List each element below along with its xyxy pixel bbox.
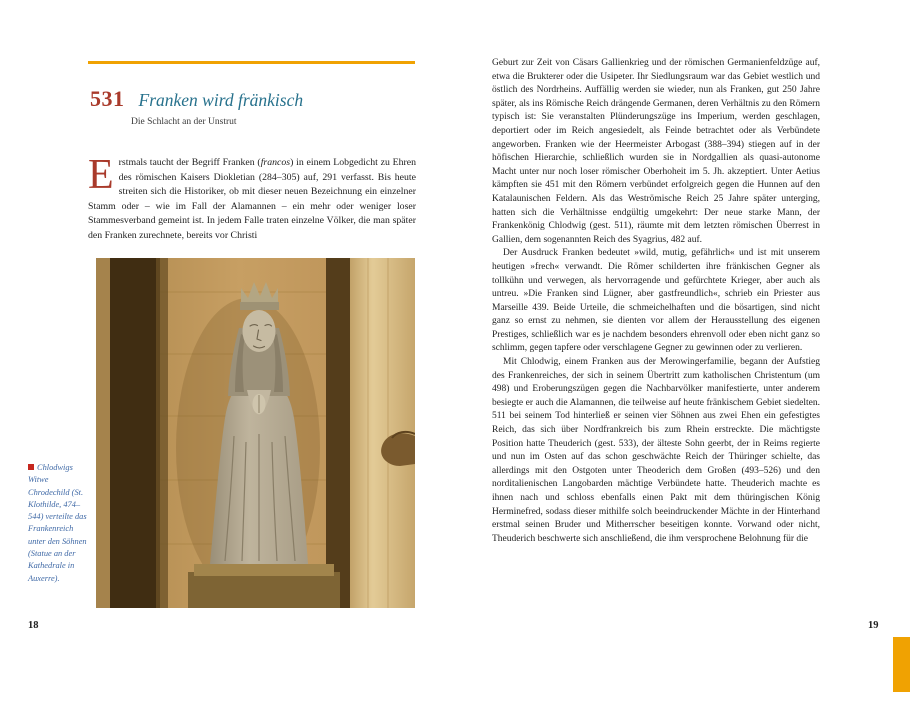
page-number-left: 18 bbox=[28, 620, 39, 631]
chapter-heading bbox=[90, 86, 303, 112]
body-paragraph-2: Der Ausdruck Franken bedeutet »wild, mutig, gefährlich« und ist mit unserem heutigen »frech« verwandt. Die Römer schilderten ihre fränkischen Gegner als tollkühn und verwegen, als hervorragende und gefürchtete Krieger, aber auch als untreu. »Die Franken sind Lügner, aber gastfreundlich«, schrieb ein Priester aus Marseille 439. Beide Urteile, die schmeichelhaften und die bösartigen, sind nicht ganz so ernst zu nehmen, sie dienten vor allem der Herausstellung des eigenen Prestiges, schließlich war es je nachdem besonders ehrenvoll oder eben nicht ganz so schlimm, gegen tapfere oder verschlagene Gegner zu gewinnen oder zu verlieren. bbox=[492, 248, 820, 354]
intro-paragraph bbox=[88, 152, 416, 243]
caption-text: Chlodwigs Witwe Chrodechild (St. Klothilde, 474–544) verteilte das Frankenreich unter den Söhnen (Statue an der Kathedrale in Auxerre). bbox=[28, 463, 87, 583]
intro-text: rstmals taucht der Begriff Franken ( bbox=[118, 157, 261, 168]
article-subtitle: Die Schlacht an der Unstrut bbox=[131, 117, 237, 127]
article-title: Franken wird fränkisch bbox=[138, 90, 304, 110]
statue-photo bbox=[96, 258, 415, 608]
year-heading: 531 bbox=[90, 86, 125, 111]
body-column bbox=[492, 57, 820, 546]
page-number-right: 19 bbox=[868, 620, 879, 631]
chapter-rule bbox=[88, 61, 415, 64]
chapter-edge-tab bbox=[893, 637, 910, 692]
body-paragraph-1: Geburt zur Zeit von Cäsars Gallienkrieg und der römischen Germanienfeldzüge auf, etwa die Brukterer oder die Usipeter. Ihr Siedlungsraum war das Gebiet westlich und östlich des Nordrheins. Auffällig werden sie wieder, nun als Franken, gut 250 Jahre später, als ins Römische Reich drängende Germanen, deren Verhältnis zu den Römern typisch ist: Sie veranstalten Plünderungszüge ins Imperium, werden geschlagen, deportiert oder im Reich angesiedelt, als Feinde betrachtet oder als Verbündete angeworben. Franken wie der Heermeister Arbogast (388–394) stiegen auf in der höfischen Hierarchie, schließlich wurden sie in Nordgallien als quasi-autonome Macht unter nur noch loser römischer Oberhoheit im 5. Jh. akzeptiert. Unter Aetius kämpften sie 451 mit den Römern verbündet erfolgreich gegen die Hunnen auf den Katalaunischen Feldern. Als das Weströmische Reich 25 Jahre später unterging, hatten sich die Verhältnisse endgültig umgekehrt: Der neue starke Mann, der Frankenkönig Chlodwig (gest. 511), räumte mit dem letzten römischen Überrest in Gallien, dem sogenannten Reich des Syagrius, 482 auf. bbox=[492, 58, 820, 245]
caption-bullet-icon bbox=[28, 464, 34, 470]
statue-illustration bbox=[96, 258, 415, 608]
intro-text-cont: ) in einem Lobgedicht zu Ehren des römischen Kaisers Diokletian (284–305) auf, 291 verfasst. Bis heute streiten sich die Historiker, ob mit dieser neuen Bezeichnung ein einzelner Stamm oder – wie im Fall der Alamannen – ein mehr oder weniger loser Stammesverband gemeint ist. In jedem Falle traten einzelne Völker, die man später den Franken zurechnete, bereits vor Christi bbox=[88, 157, 416, 241]
intro-italic-term: francos bbox=[260, 157, 291, 168]
drop-cap: E bbox=[88, 152, 114, 198]
figure-caption bbox=[28, 462, 90, 585]
body-paragraph-3: Mit Chlodwig, einem Franken aus der Merowingerfamilie, begann der Aufstieg des Frankenreiches, der sich in seinem Übertritt zum katholischen Christentum (um 498) und Eroberungszügen gegen die Nachbarvölker manifestierte, unter anderem besiegte er auch die Alamannen, die teilweise auf heute fränkischem Gebiet siedelten. 511 bei seinem Tod hinterließ er seinen vier Söhnen aus zwei Ehen ein gefestigtes Reich, das sich über Nordfrankreich bis zum Rhein erstreckte. Die mächtigste Position hatte Theuderich (gest. 533), der älteste Sohn geerbt, der in Reims regierte und nun im Osten auf das schon geschwächte Reich der Thüringer schielte, das allerdings mit den Ostgoten unter Theoderich dem Großen (493–526) und den norditalienischen Langobarden mächtige Verbündete hatte. Theuderich machte es ihnen nach und schloss ebenfalls einen Pakt mit dem thüringischen König Herminefred, sodass dieser mithilfe solch beeindruckender Mächte in der Hinterhand erstmal seinen Bruder und Mitherrscher beseitigen konnte. Vorwand oder nicht, Theuderich beschwerte sich anschließend, die ihm versprochene Belohnung für die bbox=[492, 357, 820, 544]
